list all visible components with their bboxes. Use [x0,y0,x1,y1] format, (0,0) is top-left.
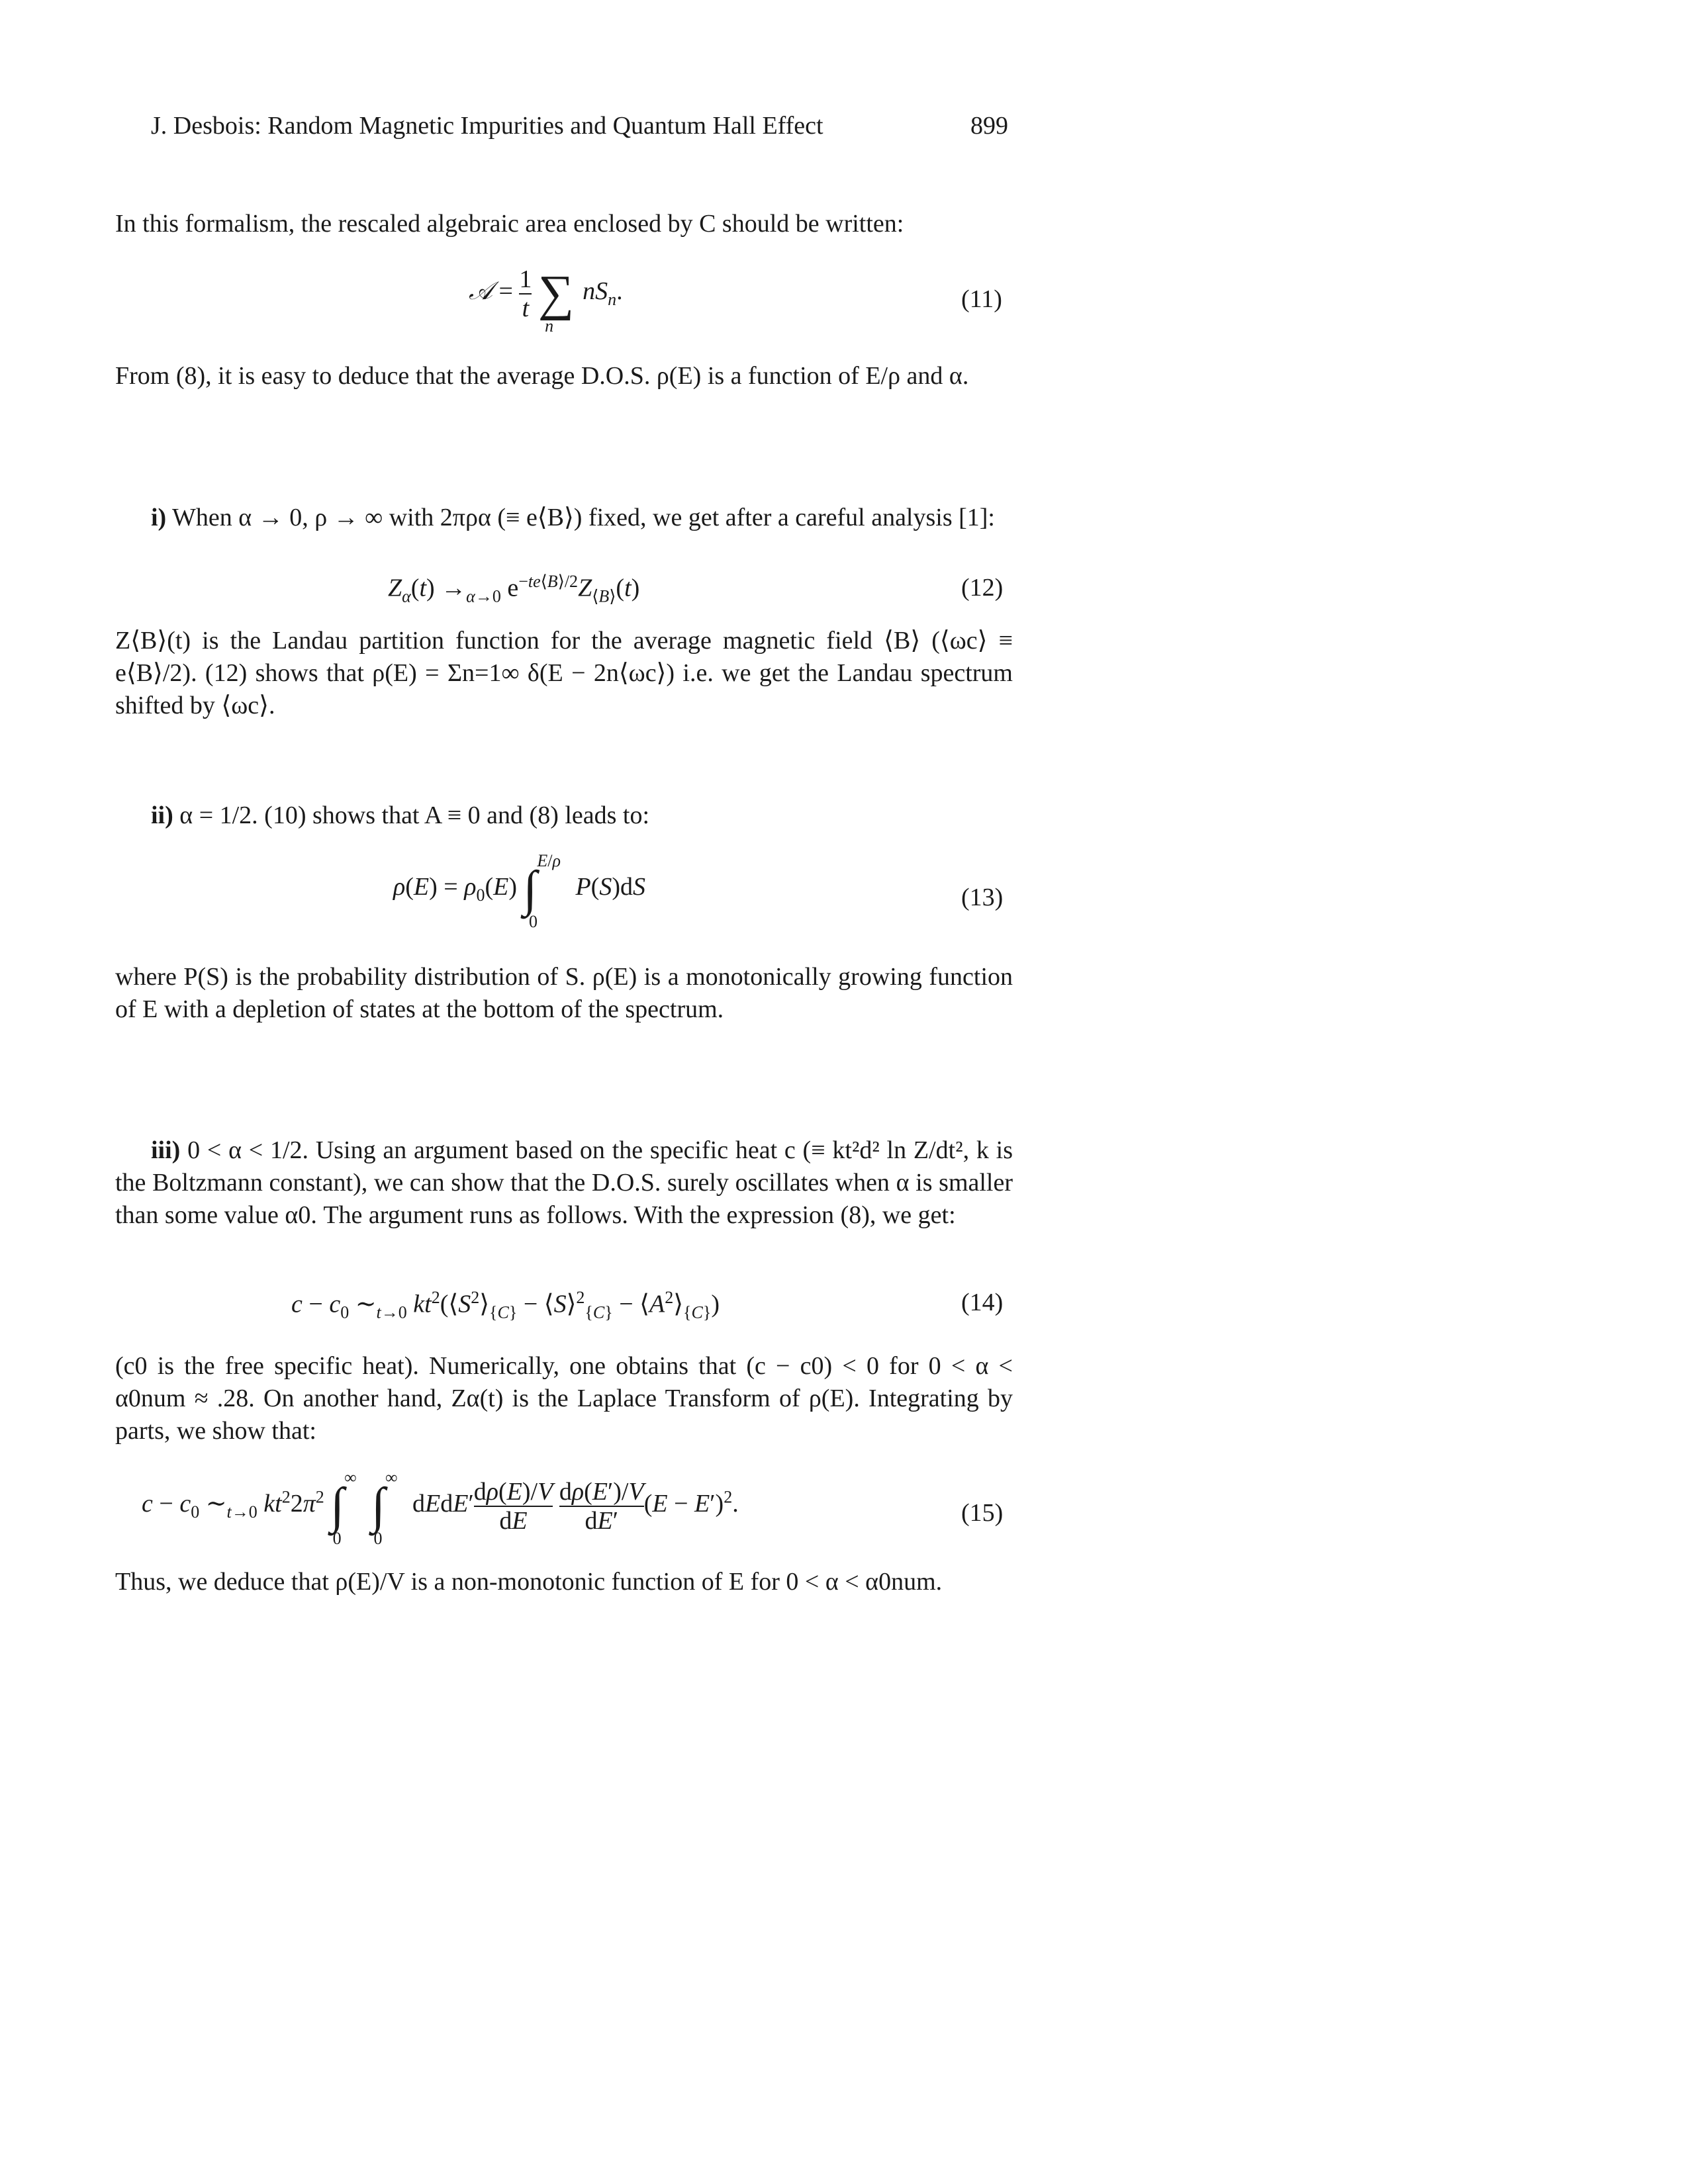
case-iii-text: 0 < α < 1/2. Using an argument based on the specific heat c (≡ kt²d² ln Z/dt², k is the Boltzmann constant), we can show that the D.O.S. surely oscillates when α is smaller than some value α0. The argument runs as follows. With the expression (8), we get: [115,1136,1013,1229]
running-title: J. Desbois: Random Magnetic Impurities and Quantum Hall Effect [151,112,823,140]
equation-number-13: (13) [961,884,1004,911]
equation-number-14: (14) [961,1289,1004,1316]
paragraph-case-iii [115,1134,1013,1232]
equation-15: $c - c_0$ $\sim_{t\to 0}$ $kt^22\pi^2$ $\int^\infty_0$ $\int^\infty_0$ dEdE′ $\frac{d\rho(E)/V}{dE}$ $\frac{d\rho(E')/V}{dE'}$ $(E - E')^2$. [142,1467,739,1548]
equation-11: 𝒜 = $\frac{1}{t}$ $\sum_nnS_n$. [469,265,623,336]
equation-13: $\rho(E) = \rho_0(E)$ ∫$^{E/\rho}_0$ P(S)dS [393,850,645,931]
case-i-text: When α → 0, ρ → ∞ with 2πρα (≡ e⟨B⟩) fixed, we get after a careful analysis [1]: [172,504,995,531]
paragraph-average-dos: From (8), it is easy to deduce that the average D.O.S. ρ(E) is a function of E/ρ and α. [115,362,969,390]
equation-number-15: (15) [961,1499,1004,1527]
paragraph-probability: where P(S) is the probability distribution of S. ρ(E) is a monotonically growing function of E with a depletion of states at the bottom of the spectrum. [115,963,1013,1023]
paragraph-case-ii [115,799,1013,832]
case-iii-label: iii) [151,1136,181,1164]
case-i-label: i) [151,504,167,531]
case-ii-label: ii) [151,801,173,829]
equation-12: $Z_\alpha(t) \to_{\alpha\to 0}$ $e^{-te⟨B⟩/2}Z_{⟨B⟩}(t)$ [388,572,640,606]
page-number: 899 [970,112,1008,140]
paragraph-landau: Z⟨B⟩(t) is the Landau partition function for the average magnetic field ⟨B⟩ (⟨ωc⟩ ≡ e⟨B⟩/2). (12) shows that ρ(E) = Σn=1∞ δ(E − 2n⟨ωc⟩) i.e. we get the Landau spectrum shifted by ⟨ωc⟩. [115,627,1013,719]
paragraph-case-i [115,502,1013,534]
case-ii-text: α = 1/2. (10) shows that A ≡ 0 and (8) leads to: [179,801,650,829]
equation-number-12: (12) [961,574,1004,602]
paragraph-specific-heat: (c0 is the free specific heat). Numerically, one obtains that (c − c0) < 0 for 0 < α < α0num ≈ .28. On another hand, Zα(t) is the Laplace Transform of ρ(E). Integrating by parts, we show that: [115,1352,1013,1445]
paragraph-intro: In this formalism, the rescaled algebraic area enclosed by C should be written: [115,210,904,238]
equation-number-11: (11) [961,285,1002,313]
paragraph-conclusion: Thus, we deduce that ρ(E)/V is a non-monotonic function of E for 0 < α < α0num. [115,1568,943,1596]
equation-14: $c - c_0$ $\sim_{t\to 0}$ $kt^2(⟨S^2⟩_{\{C\}}$ − ⟨S⟩$^2_{\{C\}}$ − $⟨A^2⟩_{\{C\}}$) [291,1288,720,1322]
